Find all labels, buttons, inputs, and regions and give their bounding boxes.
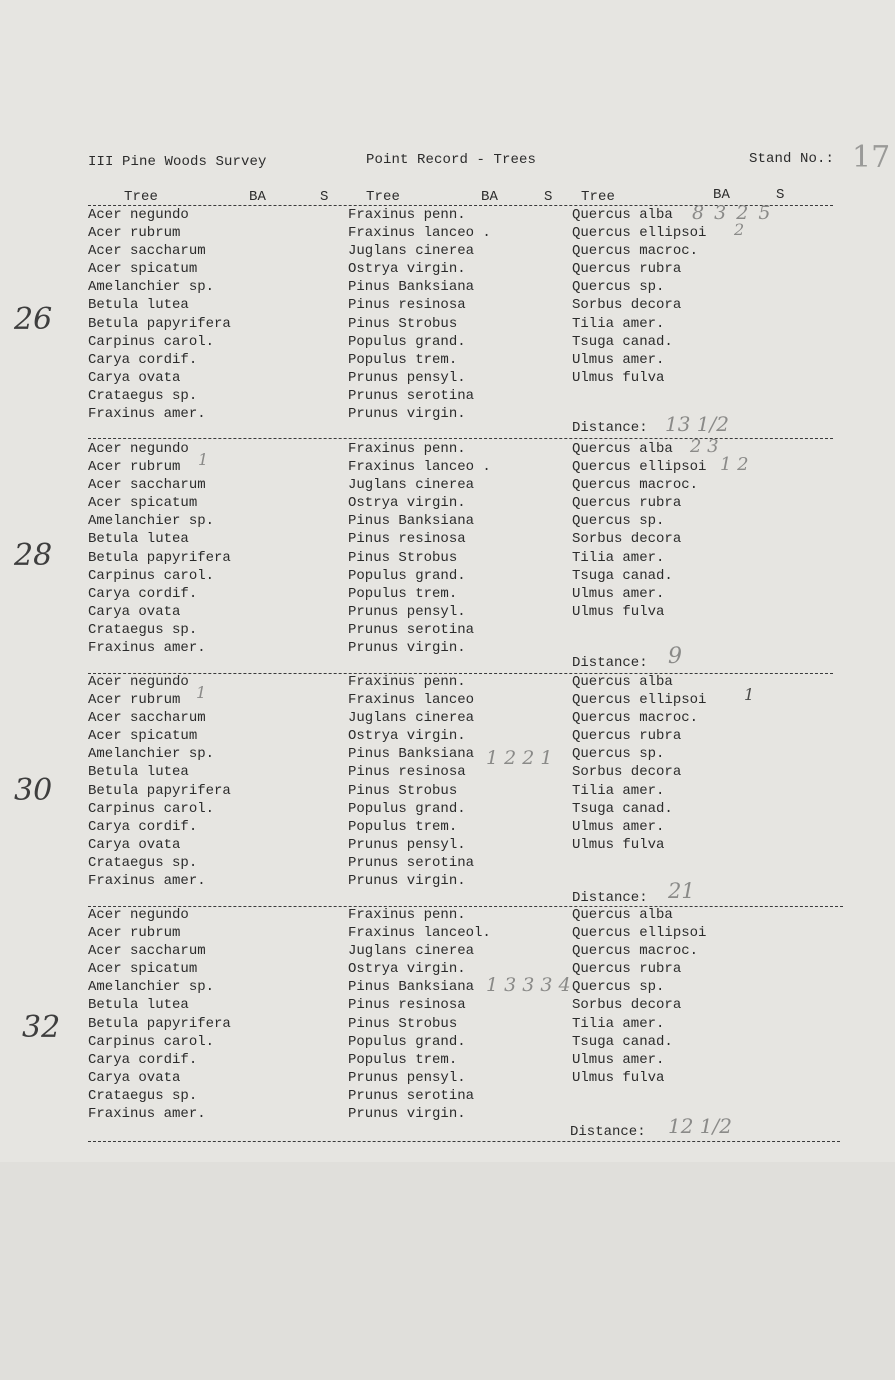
- species-column-3: [572, 906, 706, 1087]
- list-item: Ulmus amer.: [572, 1051, 665, 1068]
- list-item: Quercus alba: [572, 674, 673, 690]
- list-item: Quercus ellipsoi: [572, 459, 707, 476]
- list-item: Acer negundo: [88, 207, 189, 223]
- point-number-handwritten: 32: [22, 1010, 61, 1045]
- col-header-tree-3: Tree: [581, 189, 616, 205]
- list-item: Carya cordif.: [88, 1051, 198, 1068]
- list-item: Populus grand.: [348, 1033, 466, 1050]
- list-item: Crataegus sp.: [88, 1087, 198, 1104]
- list-item: Carpinus carol.: [88, 800, 215, 817]
- list-item: Prunus serotina: [348, 854, 475, 871]
- list-item: Acer spicatum: [88, 261, 198, 278]
- list-item: Carya cordif.: [88, 818, 198, 835]
- species-column-1: [88, 906, 231, 1123]
- list-item: Pinus Banksiana: [348, 979, 475, 996]
- list-item: Sorbus decora: [572, 997, 682, 1014]
- list-item: Quercus ellipsoi: [572, 925, 707, 942]
- list-item: Ulmus amer.: [572, 818, 665, 835]
- list-item: Pinus Banksiana: [348, 279, 475, 296]
- list-item: Prunus virgin.: [348, 406, 466, 423]
- list-item: Ulmus fulva: [572, 369, 665, 386]
- list-item: Populus trem.: [348, 585, 458, 602]
- list-item: Acer rubrum: [88, 225, 181, 242]
- handwritten-note: 2 3: [690, 436, 719, 457]
- list-item: Ostrya virgin.: [348, 728, 466, 745]
- list-item: Prunus serotina: [348, 387, 475, 404]
- list-item: Fraxinus penn.: [348, 907, 466, 923]
- list-item: Tilia amer.: [572, 315, 665, 332]
- handwritten-note: 2: [734, 220, 745, 239]
- list-item: Carya ovata: [88, 1069, 181, 1086]
- list-item: Populus trem.: [348, 818, 458, 835]
- list-item: Fraxinus lanceo .: [348, 225, 491, 242]
- list-item: Pinus Strobus: [348, 782, 458, 799]
- list-item: Quercus ellipsoi: [572, 225, 707, 242]
- list-item: Tilia amer.: [572, 1015, 665, 1032]
- list-item: Sorbus decora: [572, 531, 682, 548]
- list-item: Quercus ellipsoi: [572, 692, 707, 709]
- list-item: Pinus resinosa: [348, 997, 466, 1014]
- list-item: Acer negundo: [88, 441, 189, 457]
- col-header-ba-3: BA: [713, 187, 731, 203]
- list-item: Pinus resinosa: [348, 531, 466, 548]
- list-item: Acer saccharum: [88, 477, 206, 494]
- list-item: Quercus sp.: [572, 746, 665, 763]
- list-item: Pinus resinosa: [348, 764, 466, 781]
- list-item: Betula papyrifera: [88, 1015, 231, 1032]
- distance-value-handwritten: 9: [668, 644, 682, 669]
- list-item: Prunus serotina: [348, 1087, 475, 1104]
- list-item: Amelanchier sp.: [88, 279, 215, 296]
- list-item: Acer saccharum: [88, 243, 206, 260]
- handwritten-note: 8 3 2 5: [692, 202, 773, 224]
- list-item: Quercus alba: [572, 907, 673, 923]
- list-item: Amelanchier sp.: [88, 513, 215, 530]
- list-item: Ulmus fulva: [572, 836, 665, 853]
- list-item: Carpinus carol.: [88, 1033, 215, 1050]
- list-item: Prunus pensyl.: [348, 603, 466, 620]
- list-item: Betula papyrifera: [88, 549, 231, 566]
- list-item: Quercus alba: [572, 441, 673, 457]
- list-item: Carya cordif.: [88, 351, 198, 368]
- list-item: Quercus macroc.: [572, 243, 699, 260]
- list-item: Fraxinus penn.: [348, 441, 466, 457]
- list-item: Fraxinus amer.: [88, 1106, 206, 1123]
- handwritten-note: 1: [198, 450, 209, 469]
- list-item: Acer saccharum: [88, 710, 206, 727]
- list-item: Amelanchier sp.: [88, 746, 215, 763]
- list-item: Quercus rubra: [572, 261, 682, 278]
- col-header-ba-2: BA: [481, 189, 499, 205]
- distance-value-handwritten: 21: [668, 879, 695, 903]
- col-header-tree-1: Tree: [124, 189, 159, 205]
- list-item: Prunus serotina: [348, 621, 475, 638]
- col-header-tree-2: Tree: [366, 189, 401, 205]
- list-item: Pinus Strobus: [348, 315, 458, 332]
- list-item: Quercus alba: [572, 207, 673, 223]
- paper-fold: [0, 1162, 895, 1380]
- list-item: Populus grand.: [348, 800, 466, 817]
- species-column-2: [348, 206, 491, 423]
- list-item: Ulmus fulva: [572, 603, 665, 620]
- list-item: Ostrya virgin.: [348, 261, 466, 278]
- handwritten-note: 1 3 3 3 4: [486, 974, 571, 996]
- list-item: Prunus virgin.: [348, 873, 466, 890]
- list-item: Carpinus carol.: [88, 333, 215, 350]
- list-item: Acer rubrum: [88, 459, 181, 476]
- handwritten-note: 1: [744, 685, 755, 704]
- list-item: Betula papyrifera: [88, 782, 231, 799]
- list-item: Pinus Banksiana: [348, 513, 475, 530]
- list-item: Pinus resinosa: [348, 297, 466, 314]
- list-item: Quercus macroc.: [572, 477, 699, 494]
- col-header-s-3: S: [776, 187, 785, 203]
- list-item: Fraxinus lanceol.: [348, 925, 491, 942]
- list-item: Crataegus sp.: [88, 854, 198, 871]
- list-item: Populus grand.: [348, 333, 466, 350]
- list-item: Fraxinus penn.: [348, 674, 466, 690]
- list-item: Fraxinus amer.: [88, 406, 206, 423]
- list-item: Fraxinus penn.: [348, 207, 466, 223]
- list-item: Betula lutea: [88, 531, 189, 548]
- handwritten-note: 1 2: [720, 454, 749, 475]
- list-item: Fraxinus amer.: [88, 640, 206, 657]
- list-item: Prunus pensyl.: [348, 1069, 466, 1086]
- list-item: Acer spicatum: [88, 495, 198, 512]
- list-item: Quercus rubra: [572, 728, 682, 745]
- list-item: Populus trem.: [348, 351, 458, 368]
- list-item: Betula lutea: [88, 997, 189, 1014]
- list-item: Tsuga canad.: [572, 800, 673, 817]
- list-item: Betula lutea: [88, 764, 189, 781]
- list-item: Pinus Strobus: [348, 549, 458, 566]
- list-item: Fraxinus lanceo: [348, 692, 475, 709]
- block-divider: [88, 438, 833, 439]
- point-number-handwritten: 30: [14, 773, 53, 808]
- list-item: Pinus Banksiana: [348, 746, 475, 763]
- footer-rule: [88, 1141, 840, 1142]
- species-column-2: [348, 440, 491, 657]
- list-item: Carpinus carol.: [88, 567, 215, 584]
- col-header-ba-1: BA: [249, 189, 267, 205]
- list-item: Prunus pensyl.: [348, 836, 466, 853]
- record-title: Point Record - Trees: [366, 152, 537, 168]
- point-number-handwritten: 26: [14, 302, 53, 337]
- list-item: Prunus virgin.: [348, 640, 466, 657]
- list-item: Acer saccharum: [88, 943, 206, 960]
- list-item: Crataegus sp.: [88, 621, 198, 638]
- list-item: Acer rubrum: [88, 925, 181, 942]
- distance-label: Distance:: [572, 655, 648, 671]
- list-item: Sorbus decora: [572, 764, 682, 781]
- list-item: Ulmus amer.: [572, 351, 665, 368]
- list-item: Carya ovata: [88, 603, 181, 620]
- list-item: Tsuga canad.: [572, 1033, 673, 1050]
- list-item: Juglans cinerea: [348, 710, 475, 727]
- point-number-handwritten: 28: [14, 538, 53, 573]
- list-item: Populus grand.: [348, 567, 466, 584]
- list-item: Tilia amer.: [572, 549, 665, 566]
- species-column-1: [88, 206, 231, 423]
- list-item: Carya ovata: [88, 369, 181, 386]
- distance-label: Distance:: [572, 420, 648, 436]
- list-item: Tsuga canad.: [572, 567, 673, 584]
- list-item: Acer negundo: [88, 907, 189, 923]
- list-item: Juglans cinerea: [348, 943, 475, 960]
- list-item: Quercus macroc.: [572, 943, 699, 960]
- col-header-s-2: S: [544, 189, 553, 205]
- list-item: Acer rubrum: [88, 692, 181, 709]
- species-column-3: [572, 206, 706, 387]
- species-column-2: [348, 906, 491, 1123]
- distance-label: Distance:: [572, 890, 648, 906]
- list-item: Ostrya virgin.: [348, 961, 466, 978]
- species-column-3: [572, 440, 706, 621]
- list-item: Quercus sp.: [572, 513, 665, 530]
- list-item: Betula papyrifera: [88, 315, 231, 332]
- list-item: Tilia amer.: [572, 782, 665, 799]
- handwritten-note: 1: [196, 683, 207, 702]
- distance-value-handwritten: 12 1/2: [668, 1114, 732, 1138]
- list-item: Prunus virgin.: [348, 1106, 466, 1123]
- list-item: Fraxinus lanceo .: [348, 459, 491, 476]
- col-header-s-1: S: [320, 189, 329, 205]
- list-item: Populus trem.: [348, 1051, 458, 1068]
- list-item: Carya ovata: [88, 836, 181, 853]
- list-item: Ulmus fulva: [572, 1069, 665, 1086]
- list-item: Acer spicatum: [88, 961, 198, 978]
- stand-number-handwritten: 17: [852, 140, 891, 175]
- list-item: Ulmus amer.: [572, 585, 665, 602]
- list-item: Amelanchier sp.: [88, 979, 215, 996]
- species-column-1: [88, 440, 231, 657]
- handwritten-note: 1 2 2 1: [486, 747, 553, 769]
- species-column-1: [88, 673, 231, 890]
- list-item: Quercus sp.: [572, 279, 665, 296]
- list-item: Quercus rubra: [572, 495, 682, 512]
- list-item: Quercus rubra: [572, 961, 682, 978]
- list-item: Tsuga canad.: [572, 333, 673, 350]
- list-item: Acer negundo: [88, 674, 189, 690]
- list-item: Carya cordif.: [88, 585, 198, 602]
- distance-label: Distance:: [570, 1124, 646, 1140]
- list-item: Prunus pensyl.: [348, 369, 466, 386]
- species-column-2: [348, 673, 474, 890]
- distance-value-handwritten: 13 1/2: [665, 412, 729, 436]
- list-item: Sorbus decora: [572, 297, 682, 314]
- list-item: Fraxinus amer.: [88, 873, 206, 890]
- list-item: Quercus sp.: [572, 979, 665, 996]
- list-item: Quercus macroc.: [572, 710, 699, 727]
- list-item: Juglans cinerea: [348, 477, 475, 494]
- stand-label: Stand No.:: [749, 151, 835, 167]
- list-item: Pinus Strobus: [348, 1015, 458, 1032]
- list-item: Ostrya virgin.: [348, 495, 466, 512]
- species-column-3: [572, 673, 706, 854]
- list-item: Acer spicatum: [88, 728, 198, 745]
- list-item: Crataegus sp.: [88, 387, 198, 404]
- list-item: Betula lutea: [88, 297, 189, 314]
- survey-title: III Pine Woods Survey: [88, 154, 267, 170]
- list-item: Juglans cinerea: [348, 243, 475, 260]
